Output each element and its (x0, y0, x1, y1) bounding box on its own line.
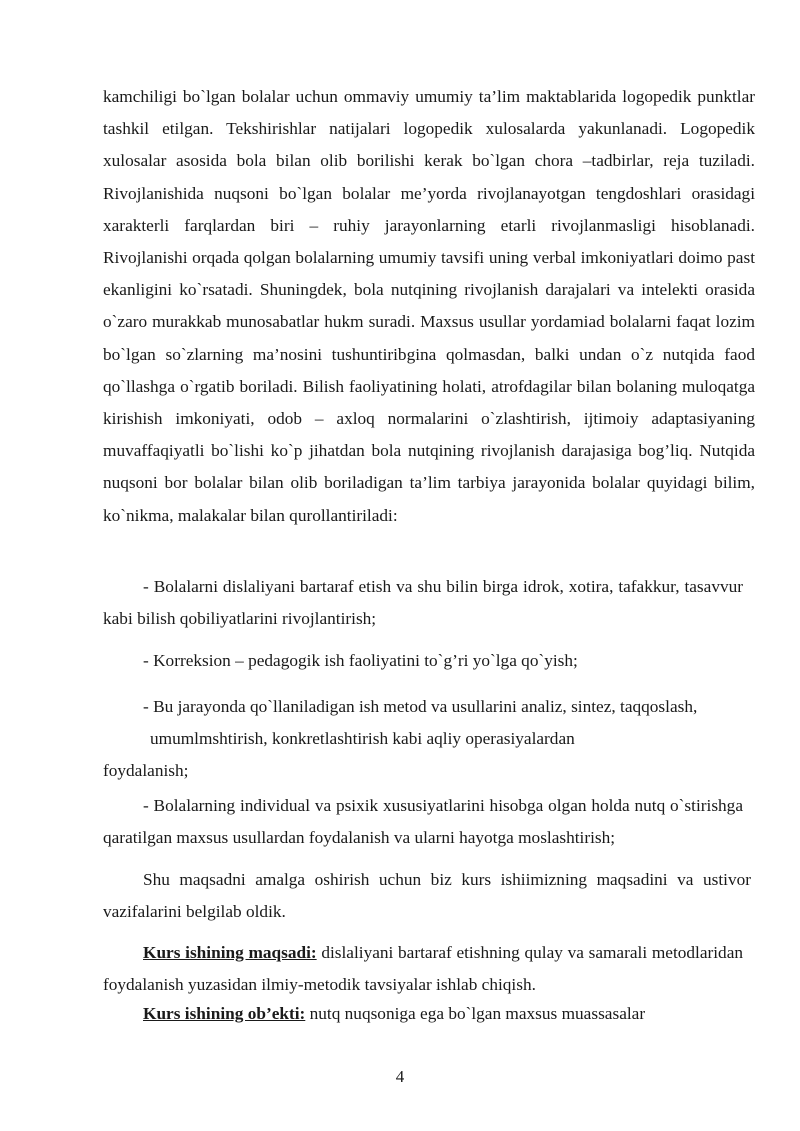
aim-paragraph (103, 937, 743, 1002)
object-text: nutq nuqsoniga ega bo`lgan maxsus muassasalar (305, 1004, 646, 1023)
bullet-item-3-line-3: foydalanish; (103, 761, 189, 780)
goal-intro-paragraph: Shu maqsadni amalga oshirish uchun biz kurs ishiimizning maqsadini va ustivor vazifalarini belgilab oldik. (103, 870, 751, 922)
aim-label: Kurs ishining maqsadi: (143, 943, 317, 962)
bullet-item-1: - Bolalarni dislaliyani bartaraf etish va shu bilin birga idrok, xotira, tafakkur, tasavvur kabi bilish qobiliyatlarini rivojlantirish; (103, 577, 743, 629)
page-number: 4 (395, 1067, 405, 1086)
bullet-item-2: - Korreksion – pedagogik ish faoliyatini to`g’ri yo`lga qo`yish; (143, 651, 578, 670)
object-label: Kurs ishining ob’ekti: (143, 1004, 306, 1023)
bullet-item-3-line-1: - Bu jarayonda qo`llaniladigan ish metod va usullarini analiz, sintez, taqqoslash, (143, 697, 698, 716)
object-paragraph (143, 1004, 645, 1024)
main-paragraph: kamchiligi bo`lgan bolalar uchun ommaviy umumiy ta’lim maktablarida logopedik punktlar tashkil etilgan. Tekshirishlar natijalari logopedik xulosalarda yakunlanadi. Logopedik xulosalar asosida bola bilan olib borilishi kerak bo`lgan chora –tadbirlar, reja tuziladi. Rivojlanishida nuqsoni bo`lgan bolalar me’yorda rivojlanayotgan tengdoshlari orasidagi xarakterli farqlardan biri – ruhiy jarayonlarning etarli rivojlanmasligi hisoblanadi. Rivojlanishi orqada qolgan bolalarning umumiy tavsifi uning verbal imkoniyatlari doimo past ekanligini ko`rsatadi. Shuningdek, bola nutqining rivojlanish darajalari va intelekti orasida o`zaro murakkab munosabatlar hukm suradi. Maxsus usullar yordamiad bolalarni faqat lozim bo`lgan so`zlarning ma’nosini tushuntiribgina qolmasdan, balki undan o`z nutqida faod qo`llashga o`rgatib boriladi. Bilish faoliyatining holati, atrofdagilar bilan bolaning muloqatga kirishish imkoniyati, odob – axloq normalarini o`zlashtirish, ijtimoiy adaptasiyaning muvaffaqiyatli bo`lishi ko`p jihatdan bola nutqining rivojlanish darajasiga bog’liq. Nutqida nuqsoni bor bolalar bilan olib boriladigan ta’lim tarbiya jarayonida bolalar quyidagi bilim, ko`nikma, malakalar bilan qurollantiriladi: (103, 87, 755, 525)
aim-text: dislaliyani bartaraf etishning qulay va samarali metodlaridan foydalanish yuzasidan ilmiy-metodik tavsiyalar ishlab chiqish. (103, 943, 744, 995)
bullet-item-4: - Bolalarning individual va psixik xususiyatlarini hisobga olgan holda nutq o`stirishga qaratilgan maxsus usullardan foydalanish va ularni hayotga moslashtirish; (103, 796, 743, 848)
bullet-item-3-line-2: umumlmshtirish, konkretlashtirish kabi aqliy operasiyalardan (150, 729, 575, 748)
